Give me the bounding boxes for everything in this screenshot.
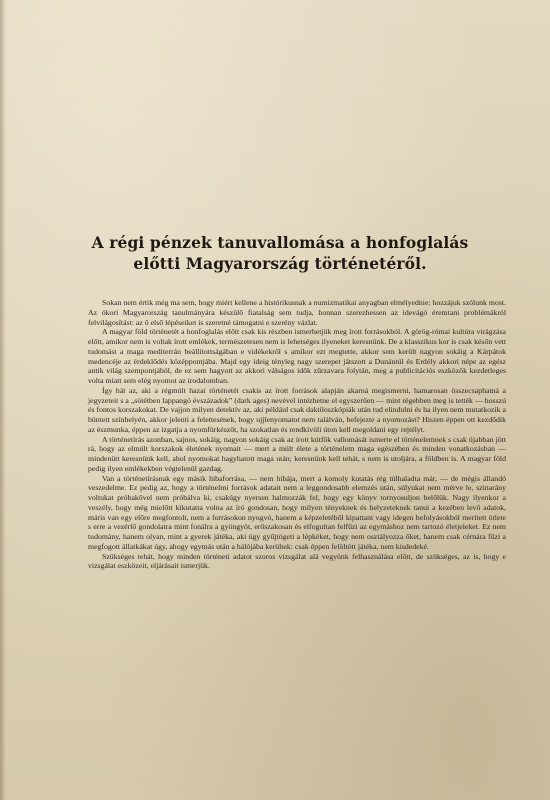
article-body	[88, 298, 506, 571]
paragraph: A magyar föld történetét a honfoglalás előtt csak kis részben ismerhetjük meg írott forrásokból. A görög-római kultúra virágzása előtt, amikor nem is voltak írott emlékek, természetesen nem is lehetséges ilyeneket keresnünk. De a klasszikus kor is csak későn vett tudomást a maga mediterrán beállítottságában e vidékekről s amikor ezt megtette, akkor sem került nagyon sokáig a Kárpátok medencéje az érdeklődés középpontjába. Majd egy ideig tényleg nagy szerepet játszott a Dunántúl és Erdély akkori népe az egész antik világ szempontjából, de ez sem hagyott az akkori válságos idők zűrzavara folytán, meg a publicitációs eszközök kezdetleges volta miatt sem elég nyomot az irodalomban.	[88, 327, 506, 385]
article-title: A régi pénzek tanuvallomása a honfoglalás előtti Magyarország történetéről.	[91, 233, 469, 273]
paragraph: Sokan nem értik még ma sem, hogy miért kellene a histórikusnak a numizmatikai anyagban elmélyednie: hozzájuk szólunk most. Az ókori Magyarország tanulmányára készülő fiatalság sem tudja, honnan szerezhessen az idevágó éremtani problémákról felvilágosítást: az ő első lépéseiket is szeretné támogatni e szerény vázlat.	[88, 298, 506, 327]
paragraph: Szükséges tehát, hogy minden történeti adatot szoros vizsgálat alá vegyünk felhasználása előtt, de szükséges, az is, hogy e vizsgálat eszközeit, eljárásait ismerjük.	[88, 551, 506, 571]
paragraph: A történetírás azonban, sajnos, sokáig, nagyon sokáig csak az írott kútfők vallomását ismerte el történelemnek s csak újabban jött rá, hogy az elmúlt korszakok életének nyomait — mert a múlt élete a történelem maga egészében és minden vonatkozásban — mindenütt keresnünk kell, ahol nyomokat hagyhatott maga után; keresnünk kell tehát, s nem is utoljára, a földben is. A magyar föld pedig ilyen emlékekben végtelenül gazdag.	[88, 434, 506, 473]
paragraph: Van a történetírásnak egy másik hibaforrása, — nem hibája, mert a komoly kutatás rég túlhaladta már, — de mégis állandó veszedelme. Ez pedig az, hogy a történelmi források adatait nem a leggondosabb elemzés után, súlyukat nem mérve le, szinarány voltukat próbakővel nem próbálva ki, csakúgy nyersen halmozzák fel, hogy egy könyv tornyosuljon belőlük. Nagy ilyenkor a veszély, hogy még mielőtt kikutatta volna az író gondosan, hogy milyen tényeknek és helyzeteknek tanui a kezében levő adatok, máris van egy előre megfontolt, nem a forrásokon nyugvó, hanem a képzeletéből kipattant vagy idegen befolyásokból merített ötlete s erre a vezérlő gondolatra mint fonálra a gyöngyöt, erőszakosan és elfogultan felfűzi az egymáshoz nem tartozó életjeleket. Ez nem tudomány, hanem olyan, mint a gyerek játéka, aki úgy gyűjtögeti a lépkéket, hogy nem osztályozza őket, hanem csak cérnára fűzi a megfogott állatkákat úgy, ahogy egymás után a hálójába kerültek: csak éppen felöltött játéka, nem kisdedeké.	[88, 473, 506, 551]
paragraph: Így hát az, aki a régmúlt hazai történetét csakis az írott források alapján akarná megismerni, hamarosan összecsaphatná a jegyzeteit s a „sötétben lappangó évszázadok” (dark ages) nevével intézhetne el egyszerűen — mint régebben meg is tették — hosszú és fontos korszakokat. De vajjon milyen detektív az, aki például csak daktiloszkópiák után tud elindulni és ha ilyen nem mutatkozik a büntett színhelyén, akkor jelenti a felettesének, hogy ujjlenyomatot nem találván, befejezte a nyomozást? Hiszen éppen ott kezdődik az észmunka, éppen az izgatja a nyomfürkészőt, ha szokatlan és rendkívüli úton kell megoldani egy rejtélyt.	[88, 385, 506, 434]
